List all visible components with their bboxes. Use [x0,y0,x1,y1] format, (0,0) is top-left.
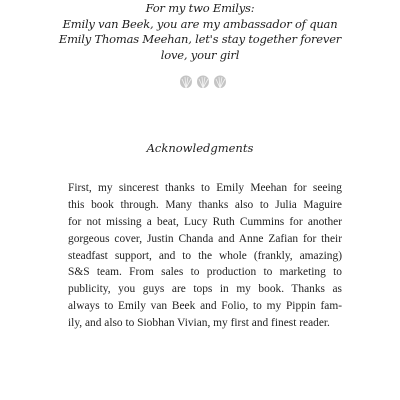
acknowledgments-line: steadfast support, and to the whole (frankly, amazing) [68,249,342,262]
acknowledgments-line: S&S team. From sales to production to marketing to [68,266,342,279]
acknowledgments-heading: Acknowledgments [146,141,254,155]
dedication-line: For my two Emilys: [145,1,255,15]
acknowledgments-line: ily, and also to Siobhan Vivian, my first and finest reader. [68,317,330,330]
acknowledgments-line: First, my sincerest thanks to Emily Meehan for seeing [68,182,342,194]
shell-icon [197,76,209,89]
shell-ornament-icon [178,74,228,90]
acknowledgments-line: gorgeous cover, Justin Chanda and Anne Zafian for their [68,232,342,245]
shell-icon [180,76,192,89]
acknowledgments-line: for not missing a beat, Lucy Ruth Cummins for another [68,215,342,228]
dedication-line: Emily Thomas Meehan, let's stay together forever [58,32,342,46]
dedication-line: Emily van Beek, you are my ambassador of quan [62,16,338,31]
dedication-line: love, your girl [160,47,240,62]
acknowledgments-line: this book through. Many thanks also to Julia Maguire [68,198,342,211]
dedication [0,1,400,63]
acknowledgments-body [68,180,342,332]
acknowledgments-line: publicity, you guys are tops in my book. Thanks as [68,283,342,296]
shell-icon [214,76,226,89]
acknowledgments-line: always to Emily van Beek and Folio, to my Pippin fam- [68,300,342,313]
